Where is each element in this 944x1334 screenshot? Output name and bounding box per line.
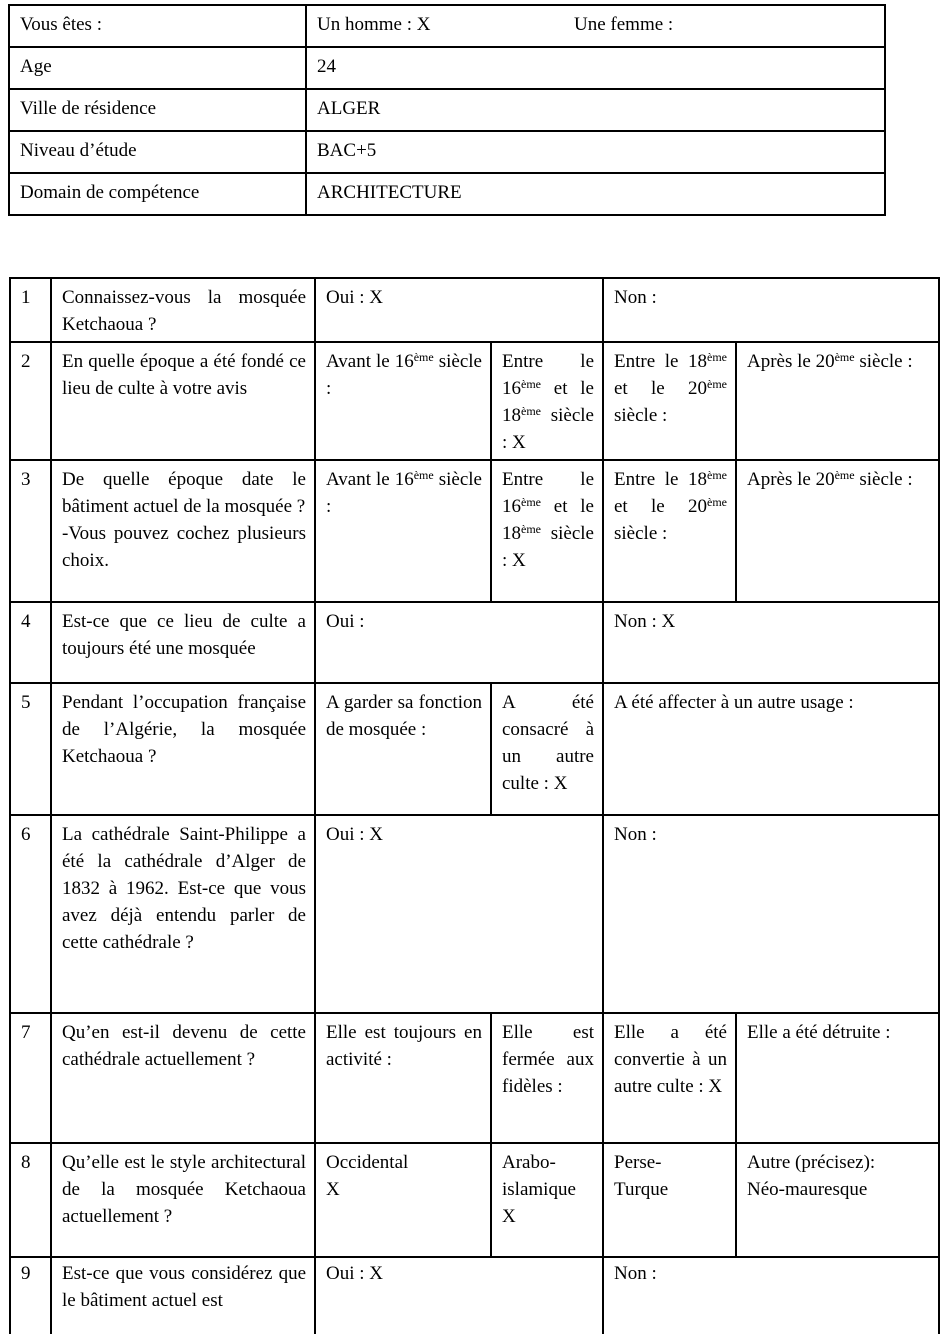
field-label: Niveau d’étude xyxy=(9,131,306,173)
option-cell: A garder sa fonction de mosquée : xyxy=(315,683,491,815)
option-cell: Après le 20ème siècle : xyxy=(736,342,939,460)
question-text: Connaissez-vous la mosquée Ketchaoua ? xyxy=(51,278,315,342)
field-value: ALGER xyxy=(306,89,885,131)
question-number: 8 xyxy=(10,1143,51,1257)
question-row-1 xyxy=(10,278,939,342)
option-cell: Non : xyxy=(603,815,939,1013)
field-value: BAC+5 xyxy=(306,131,885,173)
question-text: En quelle époque a été fondé ce lieu de culte à votre avis xyxy=(51,342,315,460)
field-label: Vous êtes : xyxy=(9,5,306,47)
option-cell: Oui : X xyxy=(315,815,603,1013)
profile-row-domain xyxy=(9,173,885,215)
question-number: 9 xyxy=(10,1257,51,1334)
option-cell: Oui : xyxy=(315,602,603,683)
option-cell: Oui : X xyxy=(315,1257,603,1334)
option-cell: Elle a été convertie à un autre culte : X xyxy=(603,1013,736,1143)
questionnaire-table xyxy=(9,277,940,1334)
option-cell: Non : xyxy=(603,278,939,342)
question-number: 1 xyxy=(10,278,51,342)
profile-row-age xyxy=(9,47,885,89)
question-number: 4 xyxy=(10,602,51,683)
option-cell: Occidental X xyxy=(315,1143,491,1257)
question-number: 5 xyxy=(10,683,51,815)
option-cell: Après le 20ème siècle : xyxy=(736,460,939,602)
option-cell: Autre (précisez): Néo-mauresque xyxy=(736,1143,939,1257)
option-cell: Avant le 16ème siècle : xyxy=(315,342,491,460)
question-text: Qu’elle est le style architectural de la mosquée Ketchaoua actuellement ? xyxy=(51,1143,315,1257)
field-value: 24 xyxy=(306,47,885,89)
option-cell: Perse- Turque xyxy=(603,1143,736,1257)
question-text: La cathédrale Saint-Philippe a été la cathédrale d’Alger de 1832 à 1962. Est-ce que vous avez déjà entendu parler de cette cathédrale ? xyxy=(51,815,315,1013)
question-row-4 xyxy=(10,602,939,683)
option-cell: A été affecter à un autre usage : xyxy=(603,683,939,815)
option-cell: Entre le 16ème et le 18ème siècle : X xyxy=(491,460,603,602)
profile-table xyxy=(8,4,886,216)
option-cell: Elle est fermée aux fidèles : xyxy=(491,1013,603,1143)
option-cell: Elle est toujours en activité : xyxy=(315,1013,491,1143)
question-number: 7 xyxy=(10,1013,51,1143)
question-row-8 xyxy=(10,1143,939,1257)
question-row-9 xyxy=(10,1257,939,1334)
profile-row-education xyxy=(9,131,885,173)
option-cell: Oui : X xyxy=(315,278,603,342)
option-cell: Entre le 18ème et le 20ème siècle : xyxy=(603,342,736,460)
field-value: ARCHITECTURE xyxy=(306,173,885,215)
question-row-5 xyxy=(10,683,939,815)
gender-female-value: Une femme : xyxy=(574,14,674,35)
profile-row-city xyxy=(9,89,885,131)
question-row-7 xyxy=(10,1013,939,1143)
question-number: 3 xyxy=(10,460,51,602)
question-number: 2 xyxy=(10,342,51,460)
option-cell: Avant le 16ème siècle : xyxy=(315,460,491,602)
gender-male-value: Un homme : X xyxy=(317,14,431,35)
question-row-2 xyxy=(10,342,939,460)
question-row-3 xyxy=(10,460,939,602)
question-row-6 xyxy=(10,815,939,1013)
option-cell: Entre le 16ème et le 18ème siècle : X xyxy=(491,342,603,460)
question-number: 6 xyxy=(10,815,51,1013)
field-value xyxy=(306,5,885,47)
question-text: Est-ce que ce lieu de culte a toujours été une mosquée xyxy=(51,602,315,683)
question-text: Est-ce que vous considérez que le bâtiment actuel est xyxy=(51,1257,315,1334)
question-text: De quelle époque date le bâtiment actuel de la mosquée ? -Vous pouvez cochez plusieurs choix. xyxy=(51,460,315,602)
field-label: Domain de compétence xyxy=(9,173,306,215)
profile-row-gender xyxy=(9,5,885,47)
field-label: Ville de résidence xyxy=(9,89,306,131)
field-label: Age xyxy=(9,47,306,89)
option-cell: Non : X xyxy=(603,602,939,683)
question-text: Qu’en est-il devenu de cette cathédrale actuellement ? xyxy=(51,1013,315,1143)
option-cell: Elle a été détruite : xyxy=(736,1013,939,1143)
option-cell: Non : xyxy=(603,1257,939,1334)
option-cell: Arabo-islamique X xyxy=(491,1143,603,1257)
option-cell: A été consacré à un autre culte : X xyxy=(491,683,603,815)
option-cell: Entre le 18ème et le 20ème siècle : xyxy=(603,460,736,602)
question-text: Pendant l’occupation française de l’Algérie, la mosquée Ketchaoua ? xyxy=(51,683,315,815)
